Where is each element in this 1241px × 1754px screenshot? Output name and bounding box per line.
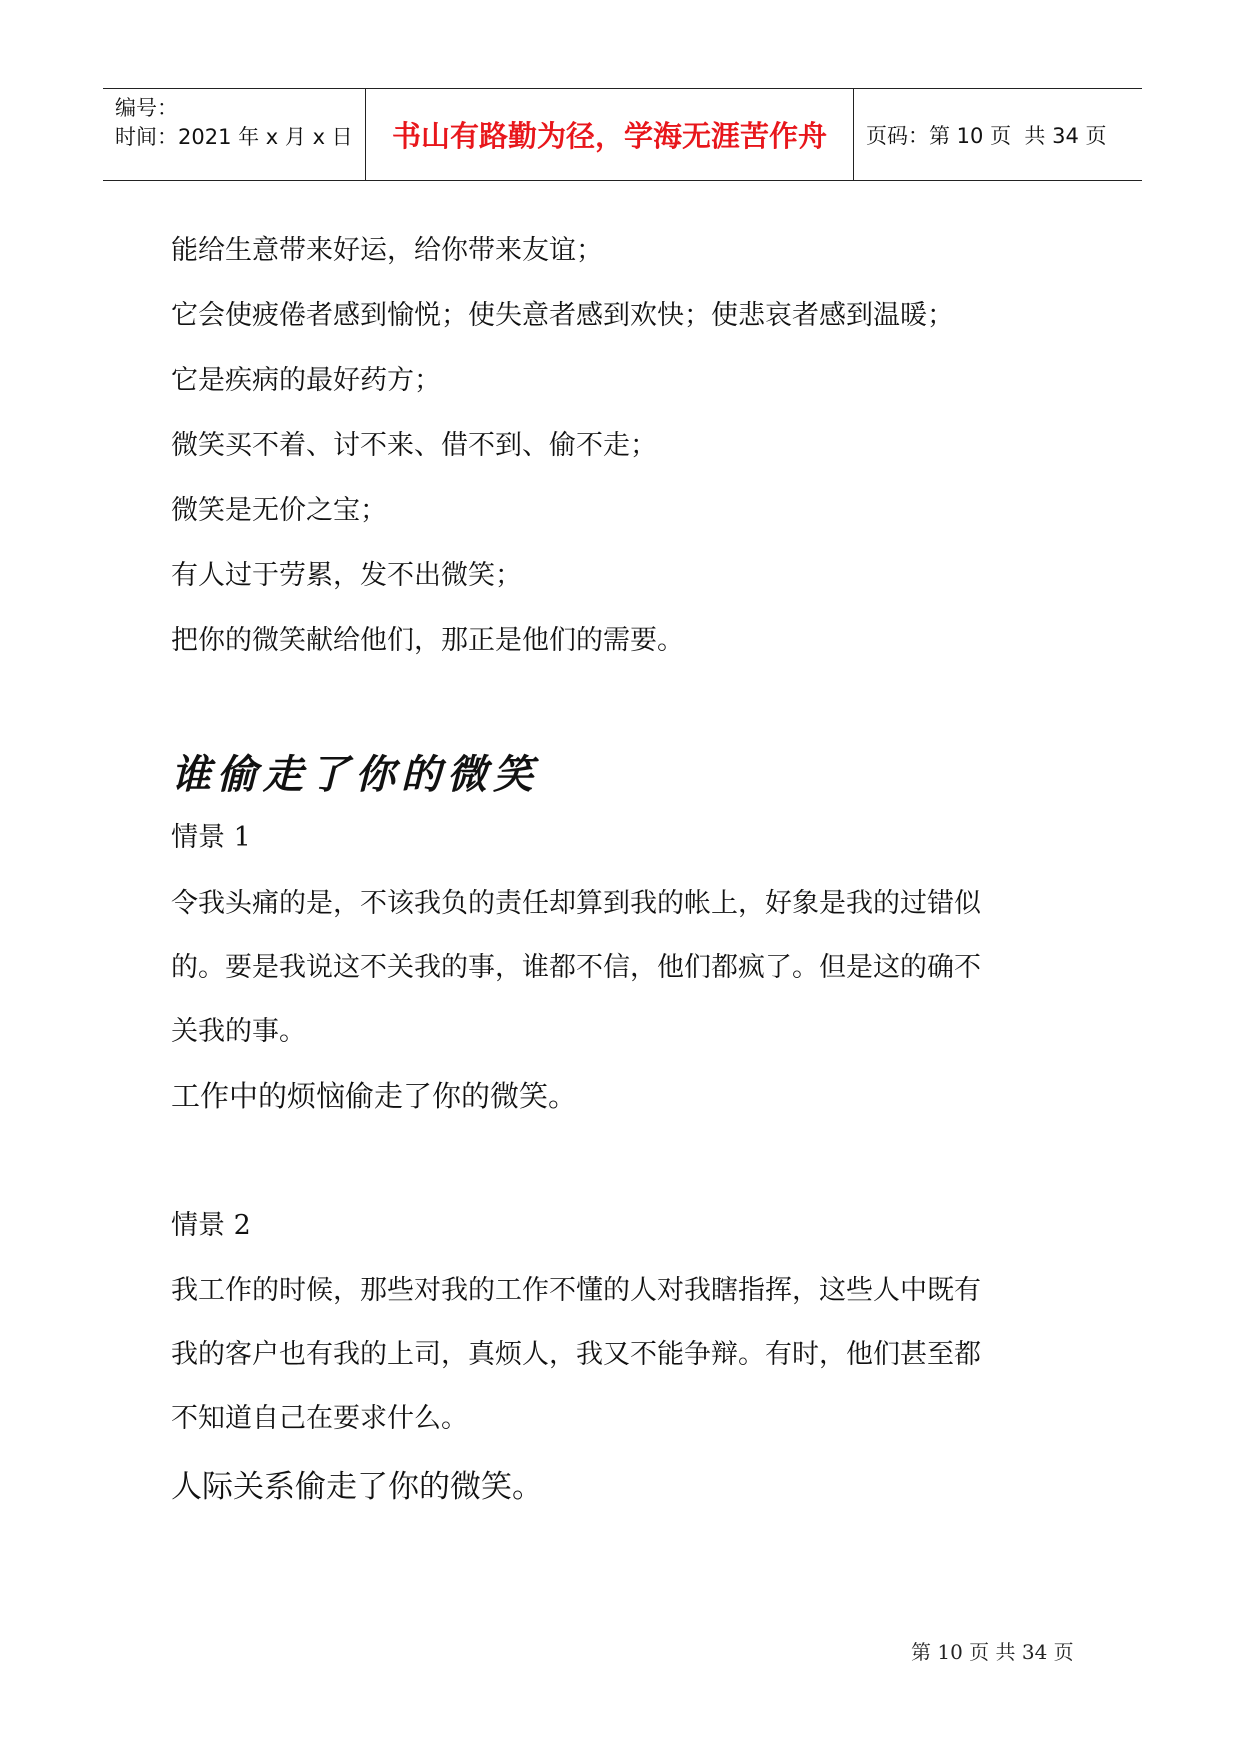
header-left-cell bbox=[103, 89, 365, 180]
page-header bbox=[103, 88, 1142, 181]
scenario-label: 情景 1 bbox=[171, 822, 251, 853]
scenario-conclusion: 工作中的烦恼偷走了你的微笑。 bbox=[171, 1079, 578, 1113]
poem-line: 它是疾病的最好药方； bbox=[171, 365, 441, 396]
header-page-number: 页码：第 10 页 共 34 页 bbox=[866, 123, 1107, 148]
header-motto: 书山有路勤为径，学海无涯苦作舟 bbox=[391, 119, 827, 153]
document-time: 时间：2021 年 x 月 x 日 bbox=[115, 125, 353, 149]
scenario-text-line: 令我头痛的是，不该我负的责任却算到我的帐上，好象是我的过错似 bbox=[171, 888, 981, 919]
poem-line: 有人过于劳累，发不出微笑； bbox=[171, 560, 522, 591]
scenario-text-line: 我的客户也有我的上司，真烦人，我又不能争辩。有时，他们甚至都 bbox=[171, 1339, 981, 1370]
poem-line: 能给生意带来好运，给你带来友谊； bbox=[171, 235, 603, 266]
page-footer: 第 10 页 共 34 页 bbox=[911, 1640, 1074, 1664]
header-right-cell bbox=[854, 89, 1142, 180]
document-number: 编号： bbox=[115, 96, 178, 120]
section-title: 谁偷走了你的微笑 bbox=[171, 751, 539, 798]
poem-line: 把你的微笑献给他们，那正是他们的需要。 bbox=[171, 625, 684, 656]
header-motto-cell bbox=[365, 89, 854, 180]
scenario-text-line: 的。要是我说这不关我的事，谁都不信，他们都疯了。但是这的确不 bbox=[171, 952, 981, 983]
poem-line: 微笑是无价之宝； bbox=[171, 495, 387, 526]
scenario-text-line: 关我的事。 bbox=[171, 1016, 306, 1047]
poem-line: 它会使疲倦者感到愉悦；使失意者感到欢快；使悲哀者感到温暖； bbox=[171, 300, 954, 331]
poem-line: 微笑买不着、讨不来、借不到、偷不走； bbox=[171, 430, 657, 461]
scenario-text-line: 我工作的时候，那些对我的工作不懂的人对我瞎指挥，这些人中既有 bbox=[171, 1275, 981, 1306]
scenario-label: 情景 2 bbox=[171, 1210, 251, 1241]
scenario-conclusion: 人际关系偷走了你的微笑。 bbox=[171, 1469, 543, 1505]
scenario-text-line: 不知道自己在要求什么。 bbox=[171, 1403, 468, 1434]
